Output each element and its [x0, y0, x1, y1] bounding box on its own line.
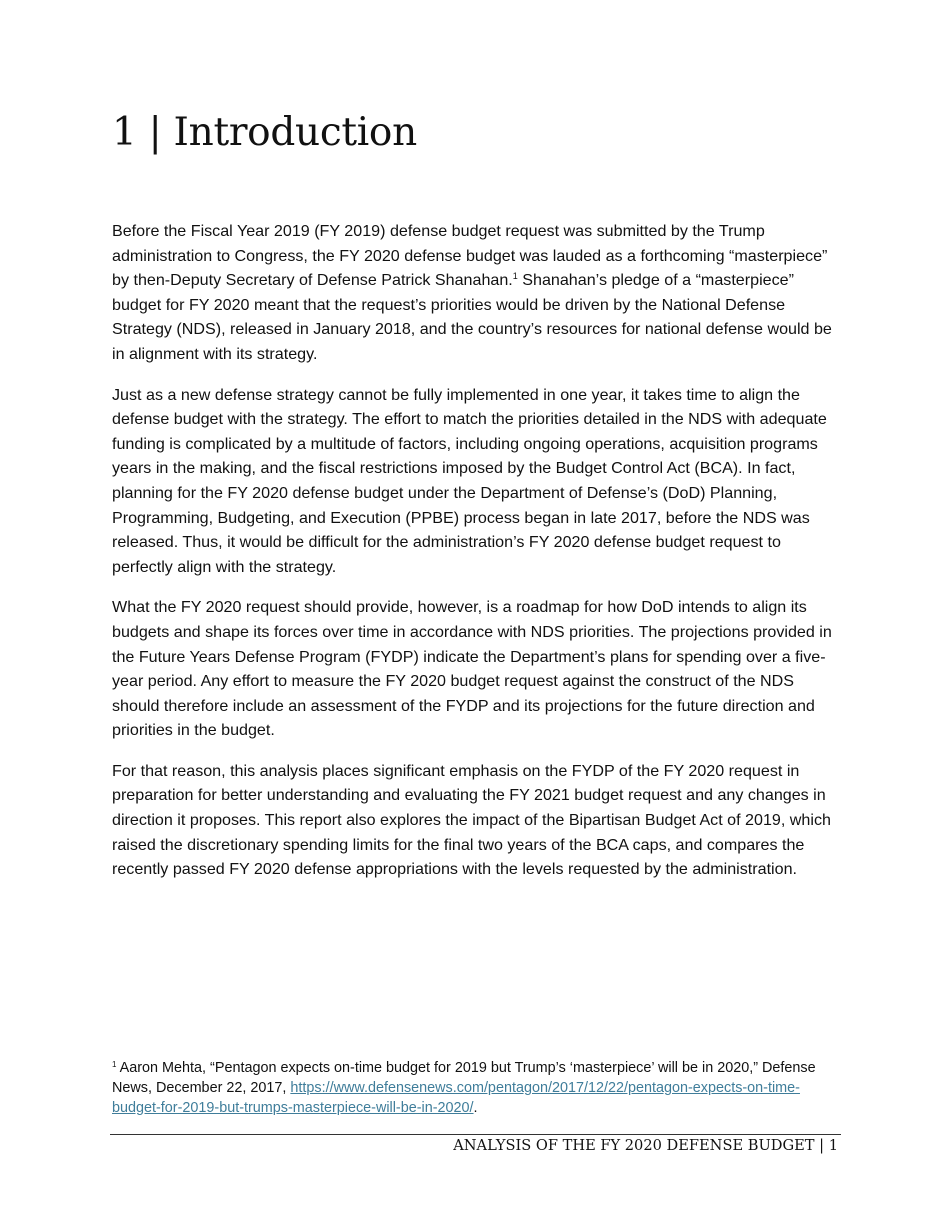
paragraph-2: Just as a new defense strategy cannot be fully implemented in one year, it takes time to align the defense budget with the strategy. The effort to match the priorities detailed in the NDS with adequate funding is complicated by a multitude of factors, including ongoing operations, acquisition programs years in the making, and the fiscal restrictions imposed by the Budget Control Act (BCA). In fact, planning for the FY 2020 defense budget under the Department of Defense’s (DoD) Planning, Programming, Budgeting, and Execution (PPBE) process began in late 2017, before the NDS was released. Thus, it would be difficult for the administration’s FY 2020 defense budget request to perfectly align with the strategy.	[112, 385, 827, 576]
document-page	[112, 0, 838, 1230]
body-text	[112, 219, 840, 898]
paragraph-1-text-after: Shanahan’s pledge of a “masterpiece” budget for FY 2020 meant that the request’s priorities would be driven by the National Defense Strategy (NDS), released in January 2018, and the country’s resources for national defense would be in alignment with its strategy.	[112, 271, 832, 363]
footer-divider	[110, 1134, 841, 1135]
paragraph-4: For that reason, this analysis places significant emphasis on the FYDP of the FY 2020 request in preparation for better understanding and evaluating the FY 2021 budget request and any changes in direction it proposes. This report also explores the impact of the Bipartisan Budget Act of 2019, which raised the discretionary spending limits for the final two years of the BCA caps, and compares the recently passed FY 2020 defense appropriations with the levels requested by the administration.	[112, 761, 831, 879]
footnote-end: .	[473, 1099, 478, 1116]
footnote-text: Aaron Mehta, “Pentagon expects on-time budget for 2019 but Trump’s ‘masterpiece’ will be in 2020,” Defense News, December 22, 2017,	[112, 1060, 816, 1096]
running-footer: ANALYSIS OF THE FY 2020 DEFENSE BUDGET | 1	[453, 1137, 838, 1154]
footnote-reference[interactable]: 1	[512, 271, 518, 282]
paragraph-1	[112, 219, 840, 367]
footnote-number: 1	[112, 1060, 117, 1069]
chapter-title: 1 | Introduction	[112, 110, 417, 155]
footnote-link[interactable]: https://www.defensenews.com/pentagon/2017/12/22/pentagon-expects-on-time-budget-for-2019-but-trumps-masterpiece-will-be-in-2020/	[112, 1079, 800, 1116]
paragraph-3: What the FY 2020 request should provide, however, is a roadmap for how DoD intends to align its budgets and shape its forces over time in accordance with NDS priorities. The projections provided in the Future Years Defense Program (FYDP) indicate the Department’s plans for spending over a five-year period. Any effort to measure the FY 2020 budget request against the construct of the NDS should therefore include an assessment of the FYDP and its projections for the future direction and priorities in the budget.	[112, 598, 832, 740]
paragraph-1-text-before: Before the Fiscal Year 2019 (FY 2019) defense budget request was submitted by the Trump administration to Congress, the FY 2020 defense budget was lauded as a forthcoming “masterpiece” by then-Deputy Secretary of Defense Patrick Shanahan.	[112, 222, 828, 290]
footnote	[112, 1059, 840, 1118]
